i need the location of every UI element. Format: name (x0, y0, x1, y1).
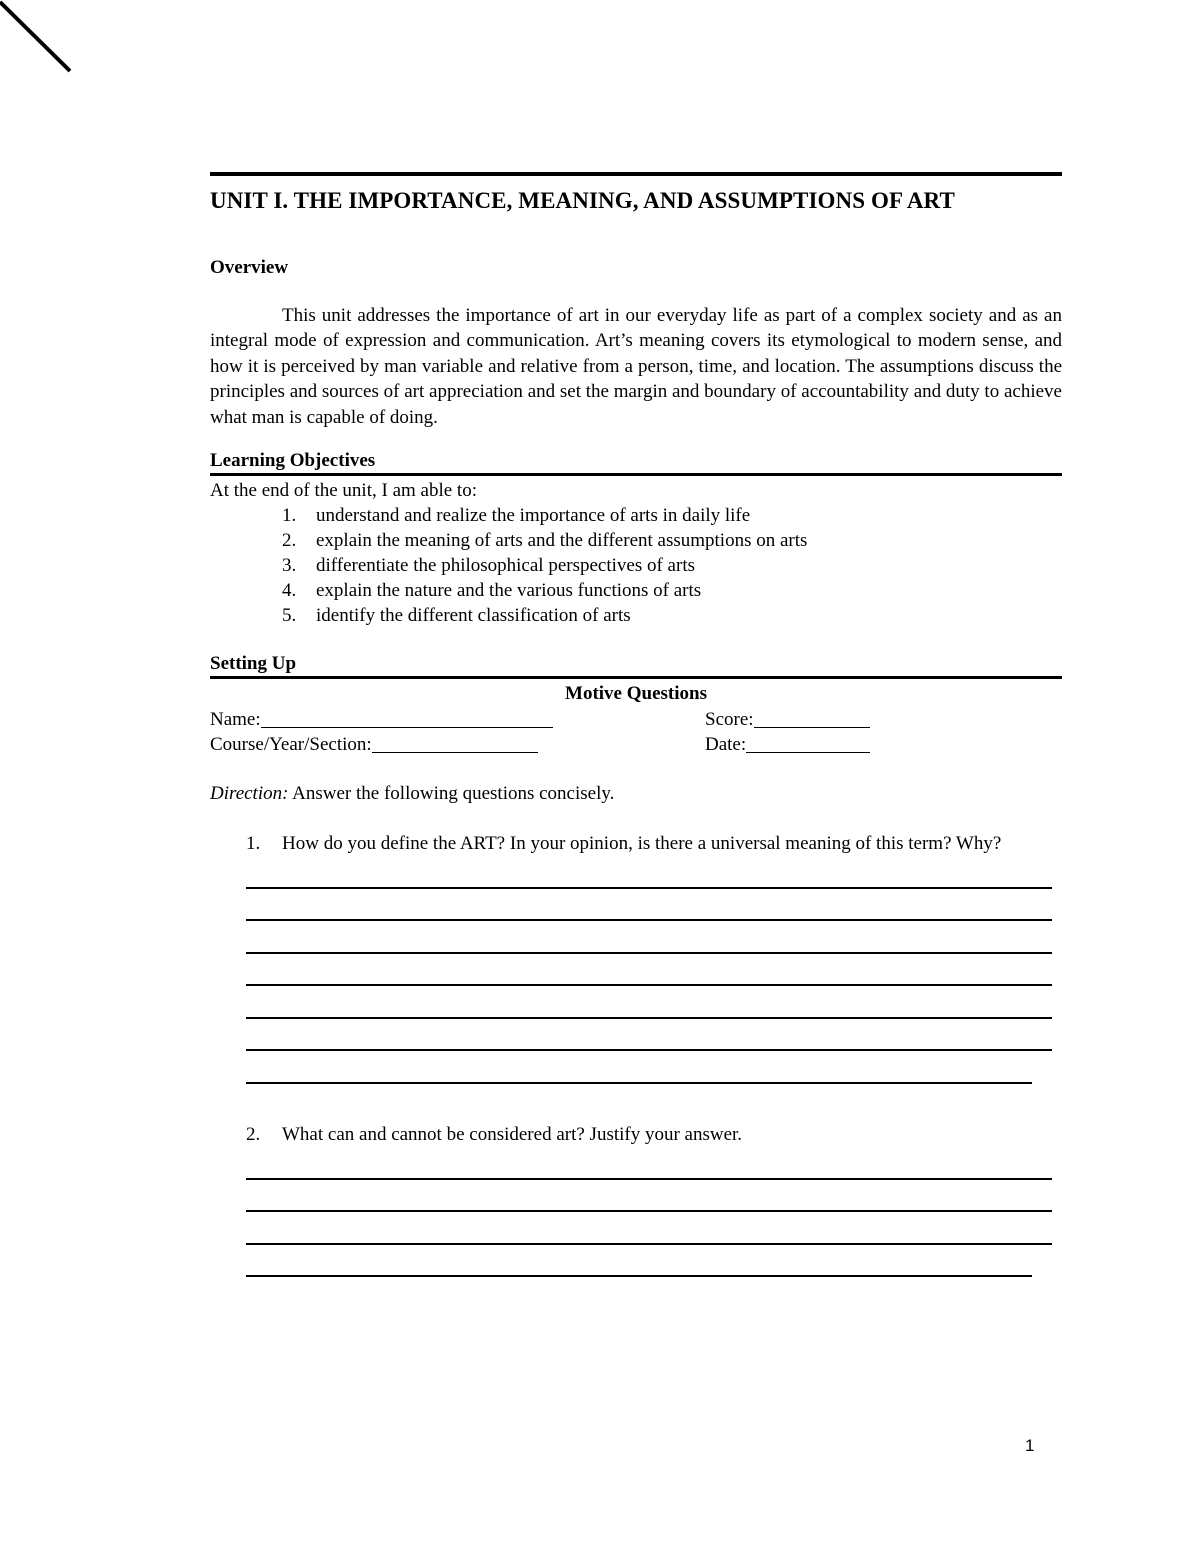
course-year-section-label: Course/Year/Section: (210, 734, 372, 756)
objectives-intro: At the end of the unit, I am able to: (210, 480, 477, 502)
objectives-list (210, 503, 1062, 628)
direction-label: Direction: (210, 783, 289, 805)
list-item: 3. differentiate the philosophical perspectives of arts (282, 555, 695, 577)
setting-up-rule (210, 676, 1062, 679)
answer-area-2[interactable] (210, 1147, 1062, 1277)
answer-line[interactable] (246, 986, 1052, 1019)
list-item: 2. explain the meaning of arts and the different assumptions on arts (282, 530, 808, 552)
document-body (210, 172, 1062, 1277)
motive-questions-title: Motive Questions (565, 683, 707, 705)
direction-text: Answer the following questions concisely. (288, 783, 615, 805)
page-number: 1 (1025, 1436, 1035, 1455)
question-1: 1. How do you define the ART? In your opinion, is there a universal meaning of this term? Why? (246, 833, 1002, 855)
score-label: Score: (705, 709, 754, 731)
setting-up-heading: Setting Up (210, 653, 297, 675)
date-field[interactable] (746, 732, 870, 753)
list-item: 5. identify the different classification of arts (282, 605, 631, 627)
answer-line[interactable] (246, 1245, 1032, 1278)
score-field[interactable] (754, 707, 870, 728)
answer-line[interactable] (246, 1019, 1052, 1052)
answer-line[interactable] (246, 856, 1052, 889)
unit-title: UNIT I. THE IMPORTANCE, MEANING, AND ASSUMPTIONS OF ART (210, 188, 955, 213)
answer-line[interactable] (246, 1180, 1052, 1213)
answer-line[interactable] (246, 1147, 1052, 1180)
name-field[interactable] (261, 707, 553, 728)
title-top-rule (210, 172, 1062, 176)
list-item: 4. explain the nature and the various functions of arts (282, 580, 702, 602)
form-row-2 (210, 732, 1062, 757)
name-label: Name: (210, 709, 261, 731)
question-2: 2. What can and cannot be considered art? Justify your answer. (246, 1123, 743, 1145)
answer-line[interactable] (246, 1212, 1052, 1245)
answer-area-1[interactable] (210, 856, 1062, 1084)
list-item: 1. understand and realize the importance of arts in daily life (282, 505, 751, 527)
form-row-1 (210, 707, 1062, 732)
learning-objectives-heading: Learning Objectives (210, 450, 376, 472)
overview-heading: Overview (210, 257, 289, 278)
date-label: Date: (705, 734, 747, 756)
answer-line[interactable] (246, 954, 1052, 987)
objectives-rule (210, 473, 1062, 476)
corner-slash-mark (0, 0, 80, 80)
answer-line[interactable] (246, 921, 1052, 954)
overview-paragraph: This unit addresses the importance of art in our everyday life as part of a complex society and as an integral mode of expression and communication. Art’s meaning covers its etymological to modern sense, and how it is perceived by man variable and relative from a person, time, and location. The assumptions discuss the principles and sources of art appreciation and set the margin and boundary of accountability and duty to achieve what man is capable of doing. (210, 305, 1062, 428)
direction-line (210, 781, 1062, 807)
answer-line[interactable] (246, 889, 1052, 922)
answer-line[interactable] (246, 1051, 1032, 1084)
course-year-section-field[interactable] (372, 732, 538, 753)
